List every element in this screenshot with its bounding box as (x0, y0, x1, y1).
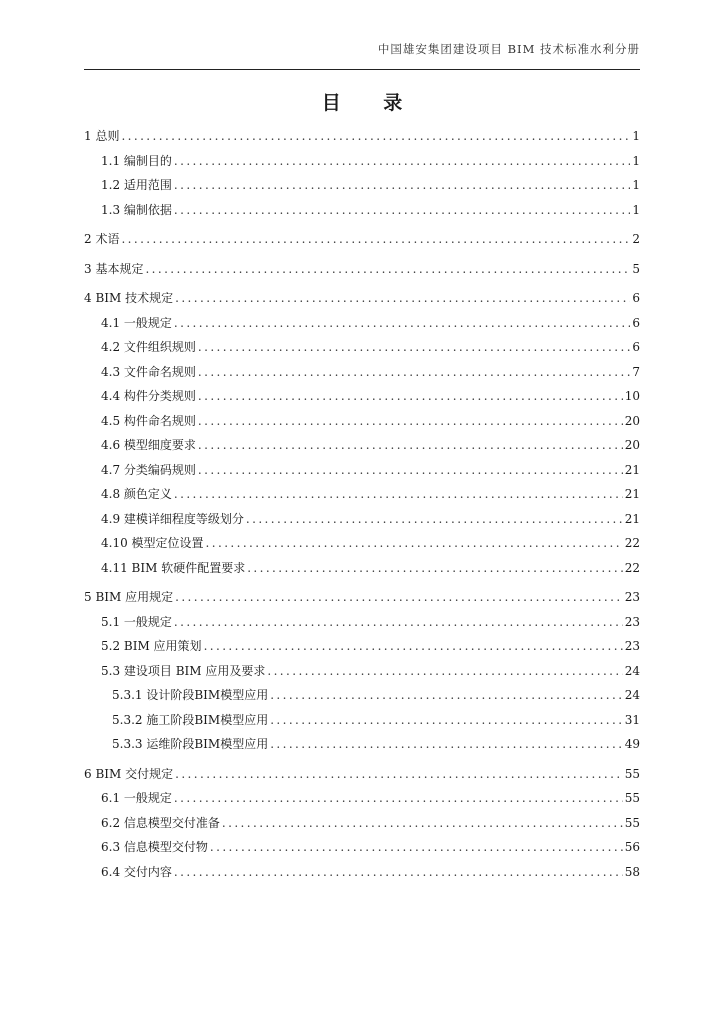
toc-page-number: 22 (624, 560, 640, 575)
toc-dot-leader (210, 835, 623, 860)
toc-entry[interactable] (84, 708, 640, 733)
toc-page-number: 1 (632, 202, 640, 217)
toc-entry-title: 5.2 BIM 应用策划 (101, 639, 202, 653)
toc-page-number: 49 (624, 737, 640, 751)
toc-dot-leader (198, 458, 623, 483)
toc-page-number: 23 (624, 639, 640, 653)
toc-entry-title: 4.3 文件命名规则 (101, 364, 196, 379)
toc-page-number: 58 (624, 864, 640, 879)
toc-page-number: 24 (624, 663, 640, 678)
toc-page-number: 21 (624, 487, 640, 501)
toc-page-number: 6 (632, 291, 640, 305)
toc-entry-title: 4 BIM 技术规定 (84, 291, 174, 305)
toc-dot-leader (174, 198, 630, 223)
toc-entry[interactable] (84, 257, 640, 282)
toc-dot-leader (222, 811, 623, 836)
toc-entry[interactable] (84, 610, 640, 635)
toc-entry[interactable] (84, 732, 640, 757)
toc-dot-leader (198, 409, 623, 434)
toc-page-number: 55 (624, 766, 640, 781)
toc-entry-title: 4.5 构件命名规则 (101, 413, 196, 428)
toc-page-number: 24 (624, 688, 640, 702)
toc-dot-leader (145, 257, 630, 282)
toc-dot-leader (121, 124, 630, 149)
toc-entry-title: 5.1 一般规定 (101, 614, 172, 629)
toc-page-number: 56 (624, 840, 640, 854)
toc-dot-leader (174, 860, 623, 885)
toc-page-number: 21 (624, 462, 640, 477)
toc-entry-title: 5.3 建设项目 BIM 应用及要求 (101, 663, 266, 678)
toc-entry[interactable] (84, 634, 640, 659)
toc-dot-leader (198, 360, 630, 385)
toc-entry-title: 4.11 BIM 软硬件配置要求 (101, 560, 246, 575)
toc-entry[interactable] (84, 860, 640, 885)
toc-page-number: 5 (632, 261, 640, 276)
toc-dot-leader (174, 610, 623, 635)
toc-page-number: 20 (624, 438, 640, 452)
toc-dot-leader (121, 227, 630, 252)
toc-entry[interactable] (84, 683, 640, 708)
running-header: 中国雄安集团建设项目 BIM 技术标准水利分册 (377, 42, 640, 56)
toc-entry-title: 4.7 分类编码规则 (101, 462, 196, 477)
toc-entry[interactable] (84, 762, 640, 787)
toc-page-number: 1 (632, 178, 640, 192)
toc-entry-title: 1.2 适用范围 (101, 178, 172, 192)
toc-page-number: 21 (624, 511, 640, 526)
toc-entry-title: 4.10 模型定位设置 (101, 536, 204, 550)
toc-entry[interactable] (84, 198, 640, 223)
toc-entry-title: 4.4 构件分类规则 (101, 389, 196, 403)
toc-dot-leader (174, 482, 623, 507)
toc-entry-title: 5.3.3 运维阶段BIM模型应用 (112, 737, 269, 751)
toc-page-number: 2 (632, 232, 640, 246)
toc-entry[interactable] (84, 335, 640, 360)
toc-entry-title: 4.9 建模详细程度等级划分 (101, 511, 244, 526)
toc-entry-title: 6 BIM 交付规定 (84, 766, 174, 781)
toc-entry[interactable] (84, 585, 640, 610)
toc-entry-title: 6.3 信息模型交付物 (101, 840, 208, 854)
toc-entry-title: 5.3.1 设计阶段BIM模型应用 (112, 688, 269, 702)
toc-entry[interactable] (84, 173, 640, 198)
toc-entry[interactable] (84, 286, 640, 311)
toc-page-number: 55 (624, 791, 640, 805)
toc-entry[interactable] (84, 835, 640, 860)
toc-entry[interactable] (84, 786, 640, 811)
toc-entry[interactable] (84, 149, 640, 174)
toc-entry[interactable] (84, 433, 640, 458)
page-title: 目 录 (321, 92, 421, 114)
toc-entry-title: 6.1 一般规定 (101, 791, 172, 805)
toc-page-number: 7 (632, 364, 640, 379)
toc-entry-title: 4.6 模型细度要求 (101, 438, 196, 452)
toc-entry[interactable] (84, 227, 640, 252)
toc-page-number: 31 (624, 712, 640, 727)
toc-entry-title: 1.3 编制依据 (101, 202, 172, 217)
toc-entry[interactable] (84, 458, 640, 483)
toc-entry-title: 2 术语 (84, 232, 120, 246)
toc-dot-leader (198, 335, 630, 360)
toc-entry[interactable] (84, 384, 640, 409)
toc-dot-leader (270, 708, 623, 733)
toc-page-number: 20 (624, 413, 640, 428)
toc-entry-title: 5.3.2 施工阶段BIM模型应用 (112, 712, 269, 727)
toc-dot-leader (270, 683, 623, 708)
toc-entry-title: 5 BIM 应用规定 (84, 590, 174, 604)
toc-page-number: 23 (624, 614, 640, 629)
toc-dot-leader (175, 585, 623, 610)
toc-entry-title: 4.2 文件组织规则 (101, 340, 196, 354)
toc-entry[interactable] (84, 482, 640, 507)
toc-dot-leader (198, 384, 623, 409)
toc-page-number: 10 (624, 389, 640, 403)
toc-dot-leader (267, 659, 622, 684)
toc-entry[interactable] (84, 507, 640, 532)
toc-page-number: 22 (624, 536, 640, 550)
toc-page-number: 6 (632, 340, 640, 354)
table-of-contents (84, 124, 640, 884)
toc-dot-leader (206, 531, 623, 556)
toc-entry-title: 4.1 一般规定 (101, 315, 172, 330)
toc-page-number: 55 (624, 815, 640, 830)
toc-page-number: 1 (632, 129, 640, 143)
toc-dot-leader (175, 286, 630, 311)
toc-entry[interactable] (84, 124, 640, 149)
toc-dot-leader (175, 762, 623, 787)
toc-entry-title: 3 基本规定 (84, 261, 144, 276)
toc-entry[interactable] (84, 659, 640, 684)
toc-entry[interactable] (84, 811, 640, 836)
toc-entry-title: 6.2 信息模型交付准备 (101, 815, 220, 830)
toc-entry-title: 1 总则 (84, 129, 120, 143)
toc-page-number: 6 (632, 315, 640, 330)
toc-dot-leader (246, 507, 623, 532)
toc-entry[interactable] (84, 531, 640, 556)
toc-entry-title: 6.4 交付内容 (101, 864, 172, 879)
toc-dot-leader (174, 786, 623, 811)
toc-entry[interactable] (84, 360, 640, 385)
toc-dot-leader (174, 173, 630, 198)
toc-dot-leader (174, 149, 630, 174)
toc-dot-leader (247, 556, 623, 581)
toc-entry-title: 4.8 颜色定义 (101, 487, 172, 501)
toc-dot-leader (174, 311, 630, 336)
toc-dot-leader (270, 732, 623, 757)
toc-page-number: 1 (632, 153, 640, 168)
toc-dot-leader (204, 634, 623, 659)
toc-entry[interactable] (84, 311, 640, 336)
toc-entry-title: 1.1 编制目的 (101, 153, 172, 168)
toc-entry[interactable] (84, 409, 640, 434)
toc-dot-leader (198, 433, 623, 458)
toc-page-number: 23 (624, 590, 640, 604)
toc-entry[interactable] (84, 556, 640, 581)
header-divider (84, 69, 640, 70)
